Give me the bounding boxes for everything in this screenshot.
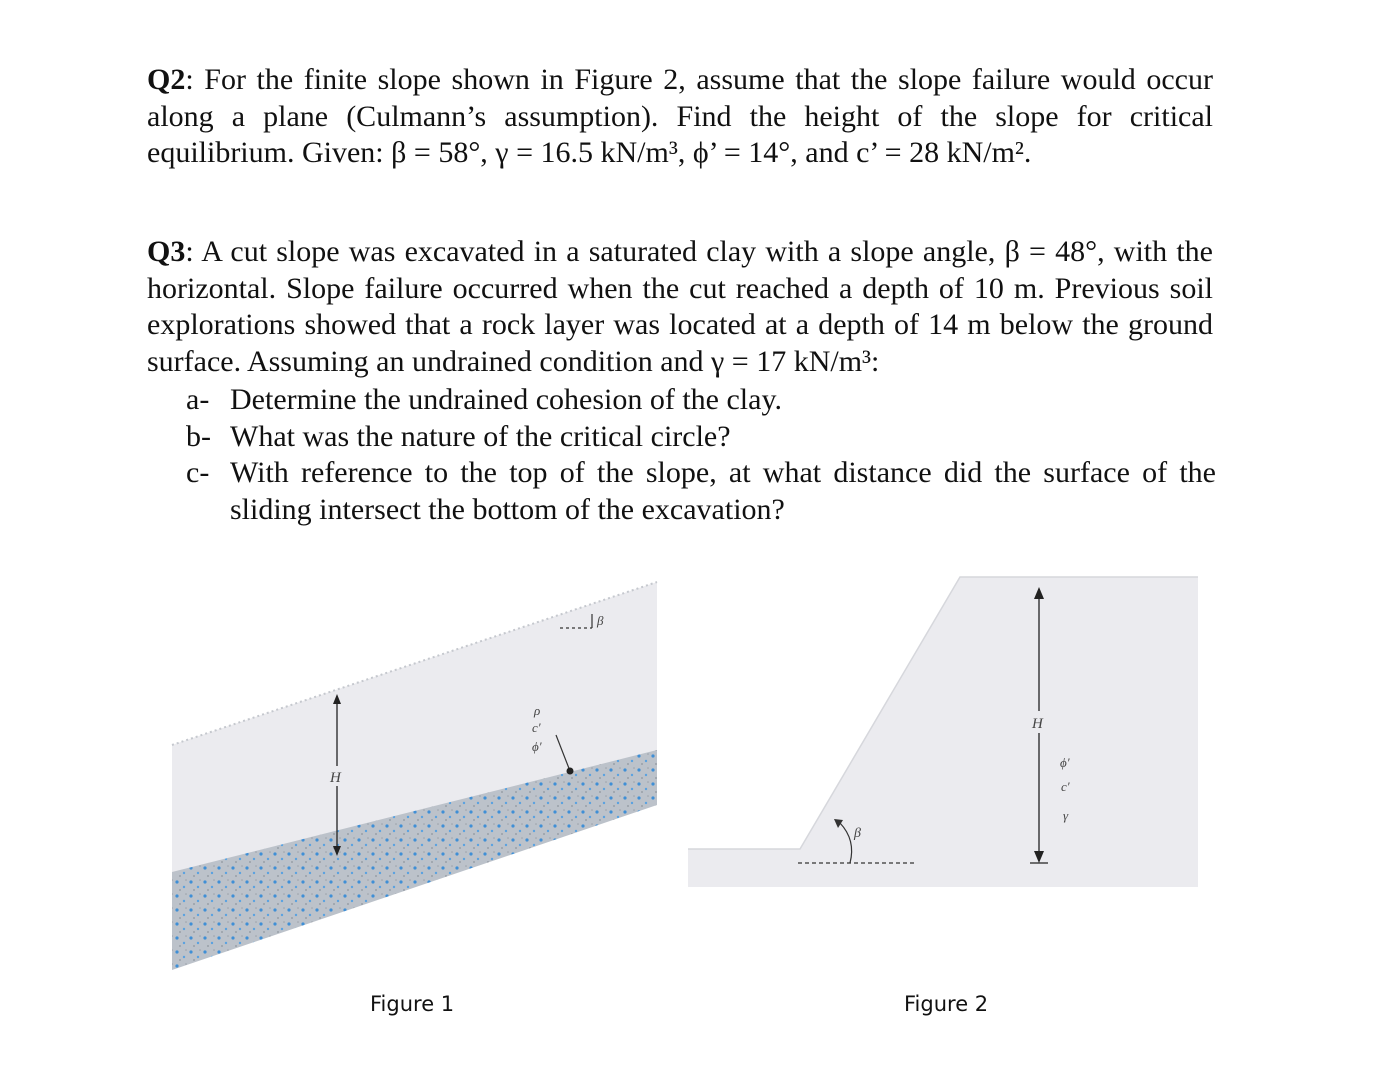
beta-label: β [854,826,861,841]
figure-2-caption: Figure 2 [904,992,989,1016]
q3-label: Q3 [147,235,186,268]
h-label: H [330,770,341,786]
figure-1-caption: Figure 1 [370,992,455,1016]
list-item-text: What was the nature of the critical circle? [230,419,731,453]
q3-paragraph [147,234,1213,380]
phi-label: ϕ′ [532,739,542,754]
q3-text: : A cut slope was excavated in a saturated clay with a slope angle, β = 48°, with the horizontal. Slope failure occurred when the cut reached a depth of 10 m. Previous soil explorations showed that a rock layer was located at a depth of 14 m below the ground surface. Assuming an undrained condition and γ = 17 kN/m³: [147,235,1213,378]
list-item [186,455,1216,528]
list-item [186,419,1216,456]
q2-paragraph [147,62,1213,172]
list-item-text: With reference to the top of the slope, at what distance did the surface of the sliding intersect the bottom of the excavation? [230,456,1216,526]
h-label: H [1032,716,1043,732]
q3-subquestions [186,382,1216,528]
beta-label: β [597,613,604,628]
leader-dot [567,768,574,775]
phi-label: ϕ′ [1060,755,1070,770]
list-marker: b- [186,419,211,453]
list-item [186,382,1216,419]
c-label: c′ [1061,779,1070,794]
gamma-label: γ [1063,808,1069,823]
rho-label: ρ [534,703,541,718]
figure-2-finite-slope [680,565,1220,905]
list-marker: a- [186,383,210,416]
figure-1-infinite-slope [160,570,670,990]
list-item-text: Determine the undrained cohesion of the clay. [230,383,783,416]
c-label: c′ [532,720,541,735]
q2-text: : For the finite slope shown in Figure 2, assume that the slope failure would occur along a plane (Culmann’s assumption). Find the height of the slope for critical equilibrium. Given: β = 58°, γ = 16.5 kN/m³, ϕ’ = 14°, and c’ = 28 kN/m². [147,63,1213,169]
list-marker: c- [186,456,210,489]
slope-body [688,573,1198,887]
q2-label: Q2 [147,63,186,96]
